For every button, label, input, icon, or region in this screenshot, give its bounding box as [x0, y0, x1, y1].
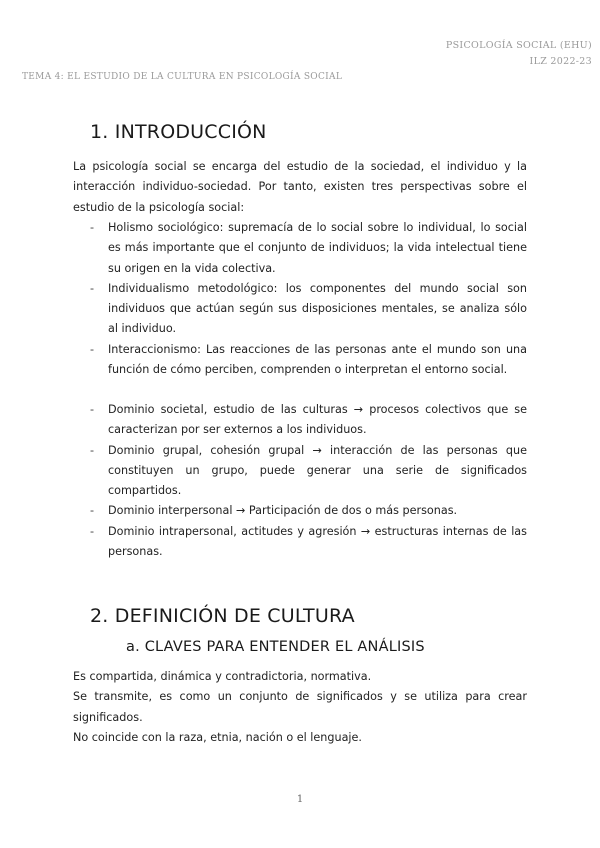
page-header-right: [446, 38, 592, 70]
intro-paragraph: La psicología social se encarga del estudio de la sociedad, el individuo y la interacción individuo-sociedad. Por tanto, existen tres perspectivas sobre el estudio de la psicología social:: [73, 160, 527, 214]
subsection-title-claves: a. CLAVES PARA ENTENDER EL ANÁLISIS: [126, 639, 425, 655]
list-item: - Dominio societal, estudio de las culturas → procesos colectivos que se caracterizan por ser externos a los individuos.: [90, 400, 527, 441]
claves-line: Se transmite, es como un conjunto de significados y se utiliza para crear significados.: [73, 690, 527, 724]
perspectives-list: [90, 218, 527, 380]
list-item: - Individualismo metodológico: los componentes del mundo social son individuos que actúan según sus disposiciones mentales, se analiza sólo al individuo.: [90, 279, 527, 340]
list-item: - Dominio grupal, cohesión grupal → interacción de las personas que constituyen un grupo, puede generar una serie de significados compartidos.: [90, 441, 527, 502]
course-name: PSICOLOGÍA SOCIAL (EHU): [445, 40, 592, 51]
list-item: - Dominio interpersonal → Participación de dos o más personas.: [90, 501, 527, 521]
page-number: 1: [296, 794, 304, 805]
claves-text: [73, 667, 527, 748]
course-group: ILZ 2022-23: [529, 56, 592, 67]
list-item: - Dominio intrapersonal, actitudes y agresión → estructuras internas de las personas.: [90, 522, 527, 563]
claves-line: No coincide con la raza, etnia, nación o el lenguaje.: [73, 730, 362, 744]
claves-line: Es compartida, dinámica y contradictoria, normativa.: [73, 670, 372, 683]
topic-header: TEMA 4: EL ESTUDIO DE LA CULTURA EN PSICOLOGÍA SOCIAL: [22, 72, 343, 82]
domains-list: [90, 400, 527, 562]
section-title-definicion: 2. DEFINICIÓN DE CULTURA: [90, 605, 355, 627]
section-title-introduccion: 1. INTRODUCCIÓN: [90, 121, 267, 143]
list-item: - Interaccionismo: Las reacciones de las personas ante el mundo son una función de cómo perciben, comprenden o interpretan el entorno social.: [90, 340, 527, 381]
list-item: - Holismo sociológico: supremacía de lo social sobre lo individual, lo social es más importante que el conjunto de individuos; la vida intelectual tiene su origen en la vida colectiva.: [90, 218, 527, 279]
